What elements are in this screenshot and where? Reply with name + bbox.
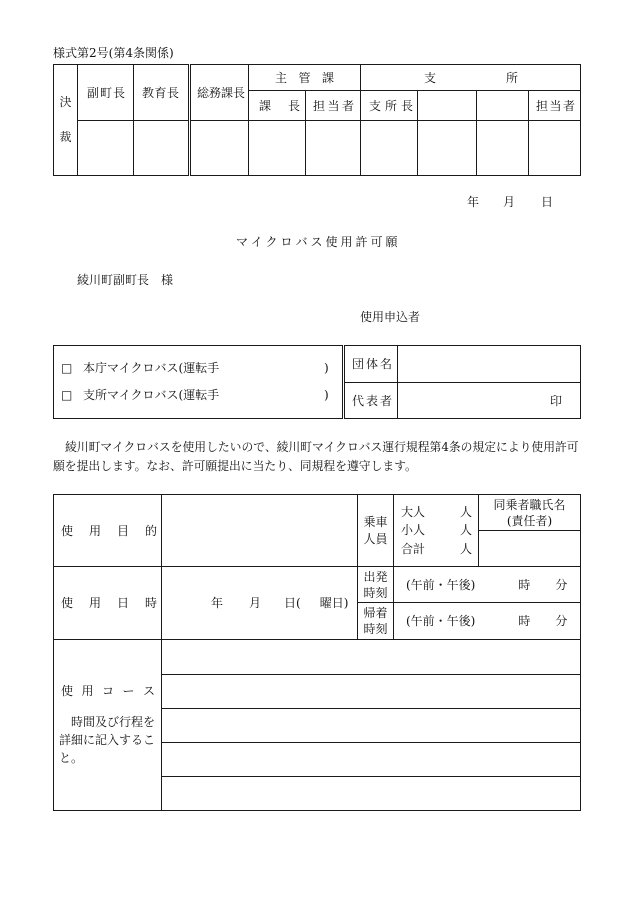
label-char: 課 [322,70,335,85]
branch-staff-header [529,91,581,121]
representative-label-cell [344,383,398,419]
departure-label-cell [358,567,394,603]
stamp-branch-staff [529,121,581,176]
count-children [394,521,478,540]
label-char: 者 [379,393,392,408]
departure-label: 出発時刻 [363,569,388,600]
count-total-label: 合計 [401,541,426,556]
label-char: 代 [352,393,365,408]
bus-option-branch-label: 支所マイクロバス(運転手 [83,388,220,402]
general-affairs-label [191,86,248,100]
label-char: 名 [379,357,392,371]
label-char: 支 [369,98,382,113]
departure-ampm: (午前・午後) [406,577,476,592]
stamp-branch-blank-2 [477,121,529,176]
label-char: 当 [327,98,340,113]
superintendent-header [134,65,190,121]
datetime-label-cell [54,567,162,640]
section-chief-header [249,91,306,121]
superintendent-label [134,86,188,100]
stamp-general-affairs [190,121,249,176]
label-char: 用 [88,523,101,538]
label-char: 課 [221,85,234,100]
label-char: 担 [536,98,549,113]
representative-field[interactable] [398,383,581,419]
label-char: 用 [88,596,101,610]
stamp-branch-blank-1 [418,121,477,176]
applicant-box [53,345,581,419]
count-adults-label: 大人 [401,504,426,519]
seal-mark: 印 [549,393,562,408]
general-affairs-header [190,65,249,121]
departure-time-field[interactable] [394,567,581,603]
bus-option-main [54,355,342,382]
return-time-field[interactable] [394,603,581,640]
branch-chief-label [361,99,417,113]
label-char: 担 [313,98,326,113]
label-char: 日 [116,596,129,610]
stamp-section-chief [249,121,306,176]
datetime-label [54,596,161,610]
return-label: 帰着時刻 [363,606,388,636]
date-day: 日 [541,195,554,209]
purpose-label [54,524,161,538]
statement-line-1: 綾川町マイクロバスを使用したいので、綾川町マイクロバス運行規程第4条の規定により使用許可 [65,440,579,454]
purpose-row-1 [54,495,581,531]
statement-line-2: 願を提出します。なお、許可願提出に当たり、同規程を遵守します。 [53,459,417,473]
usage-date-field[interactable] [162,567,358,640]
datetime-row-1 [54,567,581,603]
representative-label [345,394,397,408]
label-char: 支 [424,70,437,85]
passenger-counts-cell[interactable] [394,495,479,567]
course-line-3[interactable] [162,709,581,743]
departure-minute-unit: 分 [555,577,568,592]
course-line-5[interactable] [162,777,581,811]
count-children-unit: 人 [459,523,472,538]
return-minute-unit: 分 [555,614,568,628]
stamp-deputy-mayor [78,121,134,176]
count-adults-unit: 人 [459,504,472,519]
companion-sub-label: (責任者) [506,513,553,528]
label-char: 町 [99,85,112,100]
bus-option-branch-close: ) [324,388,329,402]
count-adults [394,503,478,522]
companion-field[interactable] [479,531,581,567]
count-total [394,540,478,559]
label-char: 者 [563,98,576,113]
label-char: コ [101,683,114,698]
branch-chief-header [361,91,418,121]
date-month: 月 [503,195,516,209]
date-year: 年 [467,195,480,209]
label-char: 育 [154,85,167,100]
branch-staff-label [529,99,580,113]
approval-side-label: 決裁 [59,95,72,144]
managing-section-header [249,65,361,91]
label-char: 長 [112,85,125,100]
bus-option-branch [54,382,342,409]
checkbox-branch-bus[interactable]: □ [61,388,73,402]
approval-header-row-1 [54,65,581,91]
companion-label: 同乗者職氏名 [493,497,566,512]
label-char: 目 [116,523,129,538]
label-char: 的 [144,523,157,538]
course-line-2[interactable] [162,675,581,709]
approval-stamp-row [54,121,581,176]
branch-blank-header-2 [477,91,529,121]
addressee: 綾川町副町長 様 [77,273,174,287]
departure-hour-unit: 時 [518,577,531,592]
label-char: 長 [166,85,179,100]
course-note: 時間及び行程を詳細に記入すること。 [59,714,156,765]
label-char: 当 [549,98,562,113]
count-total-unit: 人 [459,541,472,556]
label-char: 主 [275,70,288,85]
label-char: ス [142,683,155,698]
label-char: 総 [197,85,210,100]
usage-date-day: 日( [284,596,301,610]
branch-label [361,71,580,85]
managing-section-label [249,71,360,85]
checkbox-main-bus[interactable]: □ [61,361,73,375]
applicant-row-1 [54,346,581,383]
deputy-mayor-label [78,86,133,100]
usage-date-month: 月 [249,596,262,610]
label-char: 副 [87,85,100,100]
label-char: 長 [287,98,300,113]
group-name-label-cell [344,346,398,383]
label-char: 使 [61,523,74,538]
label-char: 所 [385,98,398,113]
course-line-1[interactable] [162,640,581,675]
stamp-superintendent [134,121,190,176]
return-label-cell [358,603,394,640]
label-char: 管 [298,70,311,85]
label-char: 団 [352,357,365,371]
usage-date-weekday: 曜日) [319,596,349,610]
group-name-field[interactable] [398,346,581,383]
passengers-label-cell [358,495,394,567]
companion-header [479,495,581,531]
stamp-section-staff [306,121,361,176]
passengers-label: 乗車人員 [363,514,388,546]
form-number: 様式第2号(第4条関係) [53,46,174,60]
label-char: 者 [342,98,355,113]
purpose-label-cell [54,495,162,567]
course-line-4[interactable] [162,743,581,777]
label-char: 長 [233,85,246,100]
usage-table [53,494,581,811]
label-char: 所 [506,70,519,85]
label-char: 教 [142,85,155,100]
stamp-branch-chief [361,121,418,176]
label-char: 使 [61,596,74,610]
label-char: 表 [365,393,378,408]
section-staff-header [306,91,361,121]
label-char: 課 [259,98,272,113]
course-label-cell [54,640,162,811]
group-name-label [345,357,397,371]
label-char: 長 [400,98,413,113]
label-char: ー [122,683,135,698]
return-hour-unit: 時 [518,614,531,628]
label-char: 体 [365,357,378,371]
bus-option-main-close: ) [324,361,329,375]
usage-date-year: 年 [211,596,224,610]
course-row-1 [54,640,581,675]
section-chief-label [249,99,305,113]
count-children-label: 小人 [401,523,426,538]
bus-option-main-label: 本庁マイクロバス(運転手 [83,361,220,375]
applicant-heading: 使用申込者 [360,310,421,324]
branch-header [361,65,581,91]
bus-selection-cell [54,346,344,419]
deputy-mayor-header [78,65,134,121]
label-char: 用 [81,683,94,698]
branch-blank-header-1 [418,91,477,121]
approval-table [53,64,581,176]
return-ampm: (午前・午後) [406,614,476,628]
purpose-field[interactable] [162,495,358,567]
section-staff-label [306,99,360,113]
document-title: マイクロバス使用許可願 [236,235,401,249]
label-char: 使 [61,683,74,698]
label-char: 時 [144,596,157,610]
approval-side-cell [54,65,78,176]
label-char: 務 [209,85,222,100]
course-label [61,684,155,698]
